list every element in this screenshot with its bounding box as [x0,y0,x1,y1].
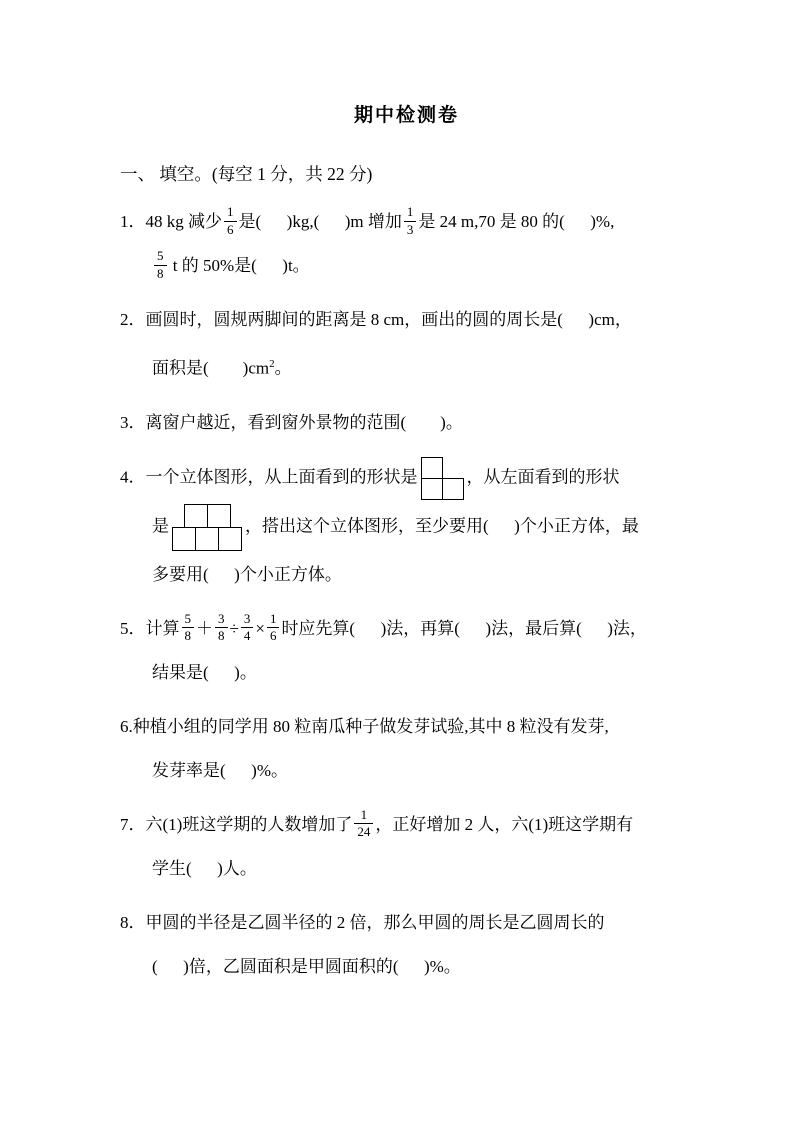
text-run: 是( )kg,( )m 增加 [238,212,402,231]
text-run: 。 [274,358,292,378]
page-title: 期中检测卷 [353,105,459,126]
questions-list [120,200,693,989]
fraction-numerator: 5 [154,248,167,265]
text-run: 1．48 kg 减少 [120,212,222,231]
fraction-denominator: 6 [269,628,277,644]
fraction [267,611,280,645]
question [120,803,693,891]
question-line [120,553,693,597]
question-line [120,651,693,695]
text-run: 是 24 m,70 是 80 的( )%, [418,212,615,231]
text-run: 发芽率是( )%。 [152,760,288,780]
shape-cell [421,457,443,479]
question [120,298,693,391]
fraction-numerator: 5 [182,611,195,628]
text-run: 5．计算 [120,618,180,638]
text-run: ＋ [196,618,213,638]
fraction-numerator: 1 [224,204,237,221]
fraction-denominator: 8 [157,265,164,281]
question-line [120,901,693,945]
text-run: ，从左面看到的形状 [466,467,620,487]
text-run: 8．甲圆的半径是乙圆半径的 2 倍，那么甲圆的周长是乙圆周长的 [120,912,605,932]
text-run: 4．一个立体图形，从上面看到的形状是 [120,467,418,487]
section-heading: 一、 填空。(每空 1 分，共 22 分) [120,164,373,184]
shape-cell [218,527,242,551]
question-line [120,455,693,502]
text-run: ，搭出这个立体图形，至少要用( )个小正方体，最 [245,516,639,536]
question-line [120,342,693,391]
text-run: 是 [152,516,169,536]
text-run: 7．六(1)班这学期的人数增加了 [120,814,353,834]
text-run: 6.种植小组的同学用 80 粒南瓜种子做发芽试验,其中 8 粒没有发芽, [120,716,609,736]
fraction-denominator: 3 [406,221,414,237]
fraction-denominator: 8 [184,628,191,644]
fraction-numerator: 3 [215,611,228,628]
superscript: 2 [269,358,275,370]
question-line [120,803,693,847]
question-line [120,200,693,244]
cube-view-figure [421,457,464,500]
shape-cell [442,478,464,500]
fraction [154,248,167,282]
text-run: 多要用( )个小正方体。 [152,564,342,584]
shape-cell [195,527,219,551]
text-run: 学生( )人。 [152,858,257,878]
question-line [120,607,693,651]
fraction [224,204,237,238]
question-line [120,705,693,749]
question-line [120,502,693,553]
text-run: 时应先算( )法，再算( )法，最后算( )法， [281,618,647,638]
text-run: ( )倍，乙圆面积是甲圆面积的( )%。 [152,956,461,976]
question [120,901,693,989]
question [120,455,693,597]
text-run: t 的 50%是( )t。 [168,256,310,275]
shape-row [184,504,242,528]
fraction-denominator: 4 [243,628,251,644]
fraction [354,807,373,841]
question-line [120,244,693,288]
text-run: × [255,618,265,638]
question [120,200,693,288]
fraction-denominator: 24 [357,824,371,840]
question [120,401,693,445]
cube-view-figure [172,504,242,551]
shape-row [172,527,242,551]
shape-cell [184,504,208,528]
text-run: 面积是( )cm [152,358,270,378]
fraction [404,204,417,238]
question-line [120,945,693,989]
fraction [215,611,228,645]
fraction-numerator: 3 [241,611,254,628]
fraction-numerator: 1 [267,611,280,628]
fraction-denominator: 6 [227,221,234,237]
question-line [120,749,693,793]
shape-row [421,478,464,500]
text-run: 3．离窗户越近，看到窗外景物的范围( )。 [120,412,463,432]
text-run: 结果是( )。 [152,662,257,682]
text-run: ÷ [229,618,239,638]
text-run: ，正好增加 2 人，六(1)班这学期有 [375,814,634,834]
question-line [120,847,693,891]
shape-row [421,457,464,479]
shape-cell [207,504,231,528]
question-line [120,298,693,342]
shape-cell [172,527,196,551]
fraction [182,611,195,645]
fraction-numerator: 1 [354,807,373,824]
question [120,705,693,793]
question-line [120,401,693,445]
text-run: 2．画圆时，圆规两脚间的距离是 8 cm，画出的圆的周长是( )cm， [120,310,632,329]
fraction [241,611,254,645]
fraction-denominator: 8 [218,628,225,644]
shape-cell [421,478,443,500]
fraction-numerator: 1 [404,204,417,221]
question [120,607,693,695]
